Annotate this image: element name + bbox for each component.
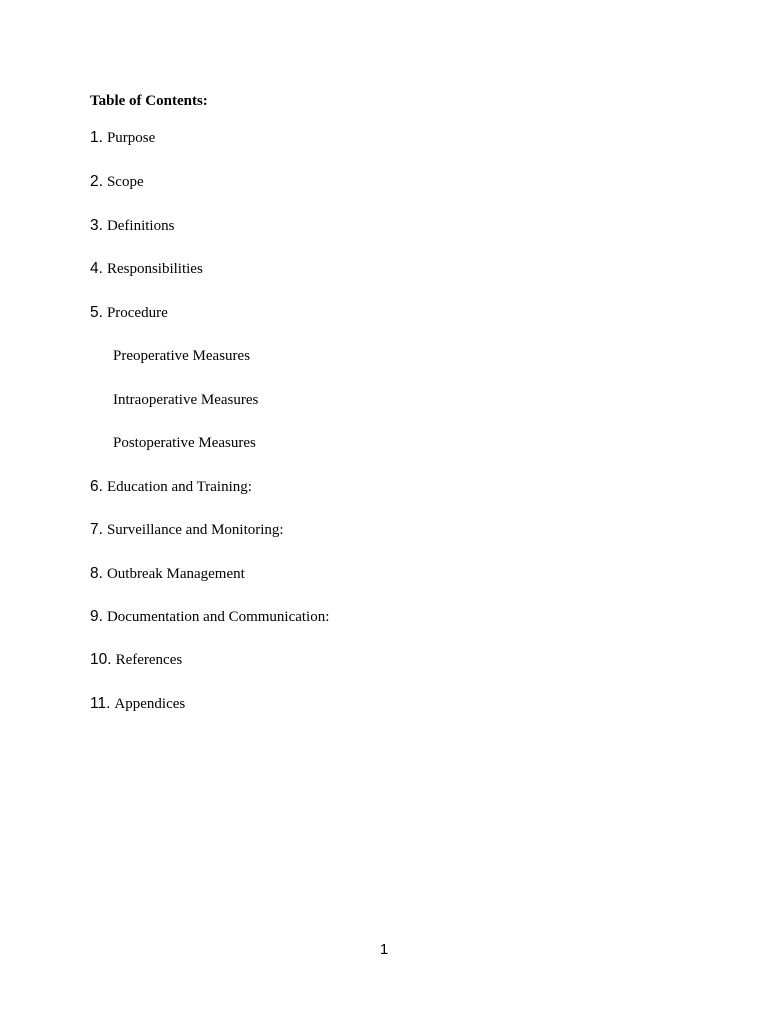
toc-subentry-preoperative xyxy=(113,346,250,366)
toc-entry-label: Education and Training: xyxy=(106,479,252,495)
toc-entry-responsibilities xyxy=(90,259,203,279)
toc-entry-label: Definitions xyxy=(106,218,175,234)
toc-title: Table of Contents: xyxy=(90,93,208,109)
toc-entry-label: Postoperative Measures xyxy=(113,435,256,451)
toc-entry-appendices xyxy=(90,694,185,714)
toc-entry-number: 4. xyxy=(90,260,103,277)
toc-entry-number: 11. xyxy=(90,695,111,712)
toc-entry-education-training xyxy=(90,477,252,497)
toc-entry-outbreak-management xyxy=(90,564,245,584)
toc-entry-surveillance-monitoring xyxy=(90,520,284,540)
toc-entry-number: 10. xyxy=(90,651,112,668)
toc-entry-number: 1. xyxy=(90,129,103,146)
toc-entry-label: Procedure xyxy=(106,305,168,321)
toc-entry-label: Intraoperative Measures xyxy=(113,392,259,408)
toc-entry-references xyxy=(90,650,182,670)
toc-entry-label: Scope xyxy=(106,174,144,190)
toc-entry-label: Documentation and Communication: xyxy=(106,609,330,625)
toc-entry-definitions xyxy=(90,216,174,236)
toc-entry-procedure xyxy=(90,303,168,323)
toc-entry-label: Appendices xyxy=(114,696,186,712)
toc-entry-label: Responsibilities xyxy=(106,261,203,277)
toc-entry-number: 3. xyxy=(90,217,103,234)
toc-entry-number: 8. xyxy=(90,565,103,582)
toc-entry-label: Outbreak Management xyxy=(106,566,245,582)
page-number: 1 xyxy=(379,941,389,958)
toc-entry-scope xyxy=(90,172,144,192)
toc-subentry-intraoperative xyxy=(113,390,258,410)
toc-subentry-postoperative xyxy=(113,433,256,453)
toc-entry-number: 2. xyxy=(90,173,103,190)
toc-entry-number: 7. xyxy=(90,521,103,538)
toc-entry-number: 6. xyxy=(90,478,103,495)
toc-entry-number: 9. xyxy=(90,608,103,625)
toc-entry-label: References xyxy=(115,652,183,668)
toc-entry-purpose xyxy=(90,128,155,148)
toc-entry-documentation-communication xyxy=(90,607,329,627)
toc-entry-label: Surveillance and Monitoring: xyxy=(106,522,284,538)
toc-entry-label: Preoperative Measures xyxy=(113,348,251,364)
toc-entry-label: Purpose xyxy=(106,130,156,146)
toc-entry-number: 5. xyxy=(90,304,103,321)
